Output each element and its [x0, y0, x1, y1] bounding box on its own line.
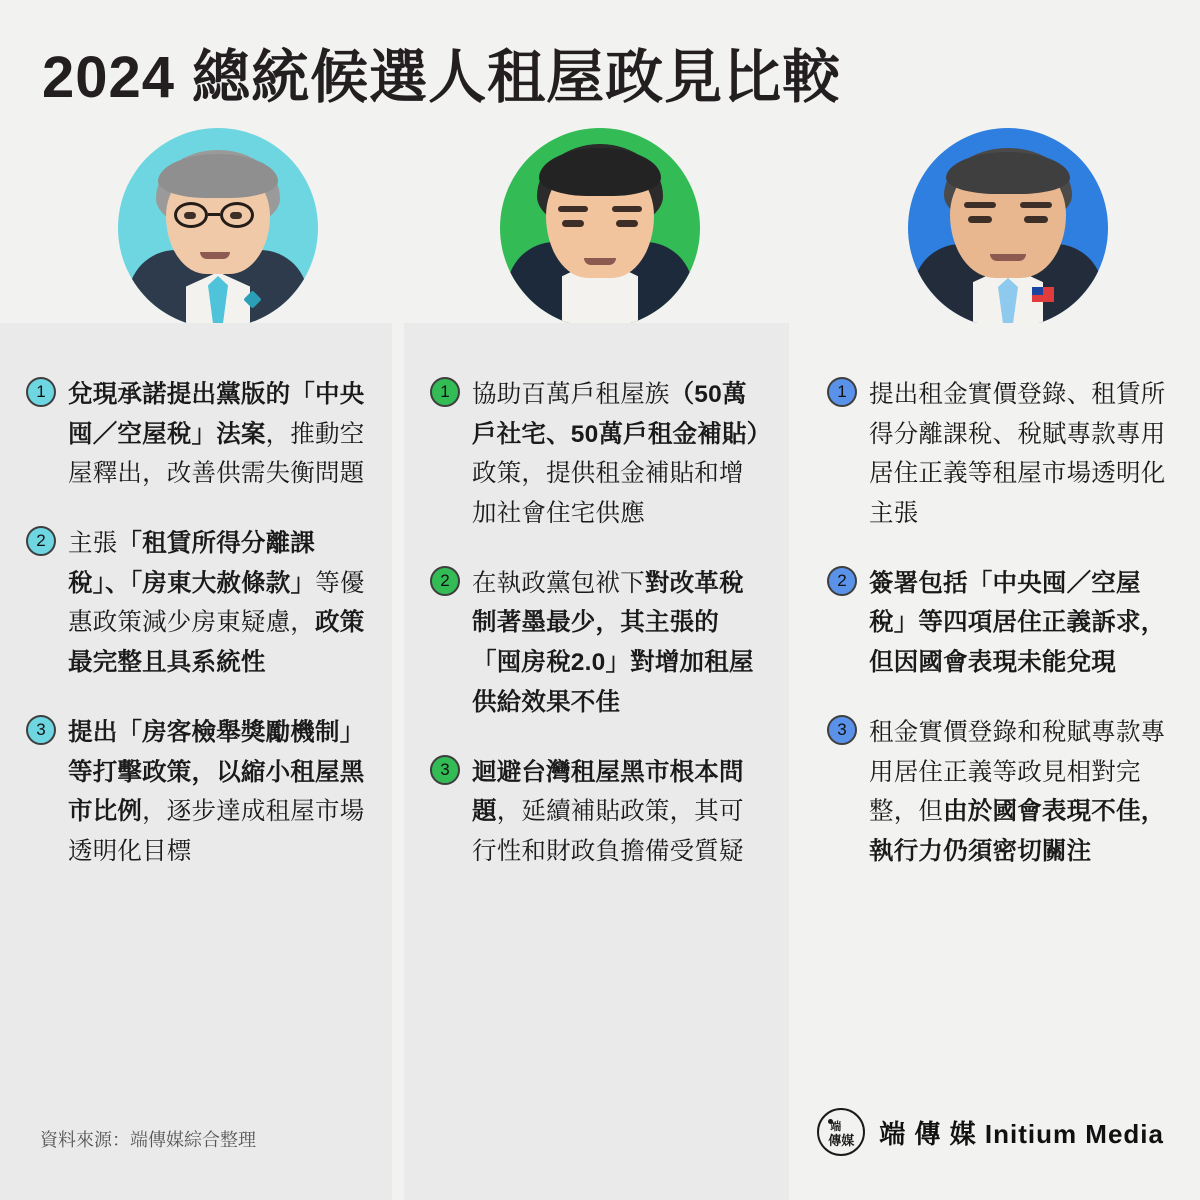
- list-item: [801, 375, 1200, 534]
- policy-list-2: [404, 375, 789, 902]
- item-number: 2: [430, 566, 460, 596]
- item-text: 協助百萬戶租屋族（50萬戶社宅、50萬戶租金補貼）政策，提供租金補貼和增加社會住宅供應: [472, 381, 772, 528]
- candidate-column-2: [404, 323, 789, 1200]
- item-text: 在執政黨包袱下對改革稅制著墨最少，其主張的「囤房稅2.0」對增加租屋供給效果不佳: [472, 569, 754, 716]
- list-item: [404, 753, 789, 872]
- candidate-column-3: [801, 323, 1200, 1200]
- item-number: 1: [26, 377, 56, 407]
- list-item: [0, 375, 392, 494]
- item-text: 迴避台灣租屋黑市根本問題，延續補貼政策，其可行性和財政負擔備受質疑: [472, 758, 744, 865]
- list-item: [801, 564, 1200, 683]
- source-note: 資料來源：端傳媒綜合整理: [40, 1130, 256, 1150]
- item-text: 主張「租賃所得分離課稅」、「房東大赦條款」等優惠政策減少房東疑慮，政策最完整且具系統性: [68, 530, 365, 677]
- item-text: 租金實價登錄和稅賦專款專用居住正義等政見相對完整，但由於國會表現不佳，執行力仍須密切關注: [869, 718, 1166, 865]
- list-item: [0, 524, 392, 683]
- brand-logo: [817, 1108, 1164, 1156]
- logo-glyph-bottom: 傳媒: [828, 1133, 855, 1148]
- candidate-portrait-2: [500, 128, 700, 328]
- candidate-portrait-3: [908, 128, 1108, 328]
- logo-glyph-top: 端: [830, 1121, 842, 1133]
- list-item: [0, 713, 392, 872]
- item-text: 提出「房客檢舉獎勵機制」等打擊政策，以縮小租屋黑市比例，逐步達成租屋市場透明化目標: [68, 718, 365, 865]
- item-number: 1: [430, 377, 460, 407]
- brand-name: 端 傳 媒 Initium Media: [879, 1118, 1164, 1149]
- initium-mark-icon: [817, 1108, 865, 1156]
- page-title: 2024 總統候選人租屋政見比較: [42, 45, 842, 110]
- candidate-portrait-1: [118, 128, 318, 328]
- item-number: 3: [26, 715, 56, 745]
- portrait-row: [0, 128, 1200, 328]
- item-number: 2: [827, 566, 857, 596]
- item-text: 兌現承諾提出黨版的「中央囤／空屋稅」法案，推動空屋釋出，改善供需失衡問題: [68, 381, 365, 488]
- item-number: 3: [827, 715, 857, 745]
- item-number: 1: [827, 377, 857, 407]
- item-text: 提出租金實價登錄、租賃所得分離課稅、稅賦專款專用居住正義等租屋市場透明化主張: [869, 381, 1166, 528]
- item-text: 簽署包括「中央囤／空屋稅」等四項居住正義訴求，但因國會表現未能兌現: [869, 569, 1166, 677]
- item-number: 3: [430, 755, 460, 785]
- policy-list-3: [801, 375, 1200, 902]
- item-number: 2: [26, 526, 56, 556]
- flag-pin-icon: [1032, 287, 1054, 302]
- comparison-columns: [0, 323, 1200, 1200]
- list-item: [801, 713, 1200, 872]
- list-item: [404, 564, 789, 723]
- policy-list-1: [0, 375, 392, 902]
- list-item: [404, 375, 789, 534]
- candidate-column-1: [0, 323, 392, 1200]
